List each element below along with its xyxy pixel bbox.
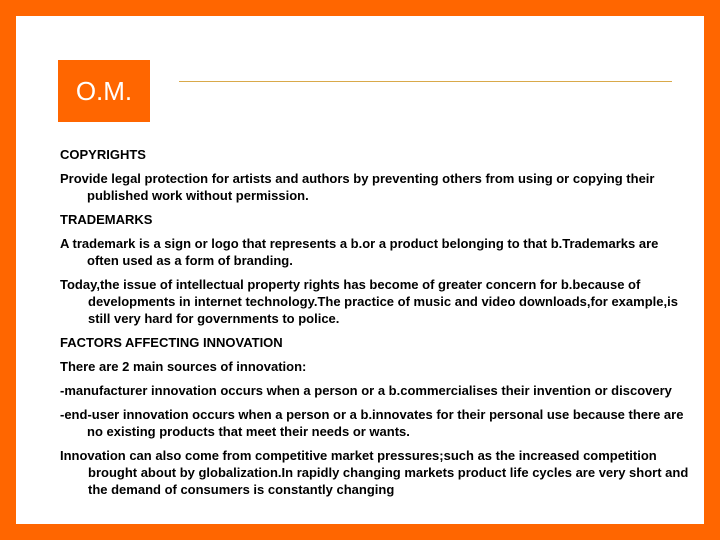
title-divider	[179, 81, 672, 82]
slide-title: O.M.	[58, 60, 150, 122]
heading-factors-affecting-innovation: FACTORS AFFECTING INNOVATION	[60, 335, 283, 350]
heading-copyrights: COPYRIGHTS	[60, 147, 146, 162]
paragraph-end-user-innovation: -end-user innovation occurs when a person or a b.innovates for their personal use because there are no existing products that meet their needs or wants.	[60, 407, 684, 439]
paragraph-copyrights: Provide legal protection for artists and authors by preventing others from using or copying their published work without permission.	[60, 171, 655, 203]
paragraph-intellectual-property: Today,the issue of intellectual property rights has become of greater concern for b.because of developments in internet technology.The practice of music and video downloads,for example,is still very hard for governments to police.	[60, 277, 678, 326]
paragraph-trademarks: A trademark is a sign or logo that represents a b.or a product belonging to that b.Trademarks are often used as a form of branding.	[60, 236, 659, 268]
paragraph-sources-of-innovation: There are 2 main sources of innovation:	[60, 359, 307, 374]
heading-trademarks: TRADEMARKS	[60, 212, 153, 227]
paragraph-manufacturer-innovation: -manufacturer innovation occurs when a person or a b.commercialises their invention or discovery	[60, 383, 672, 398]
slide-body	[60, 146, 692, 505]
paragraph-competitive-pressures: Innovation can also come from competitive market pressures;such as the increased competition brought about by globalization.In rapidly changing markets product life cycles are very short and the demand of consumers is constantly changing	[60, 448, 689, 497]
slide-canvas	[16, 16, 704, 524]
